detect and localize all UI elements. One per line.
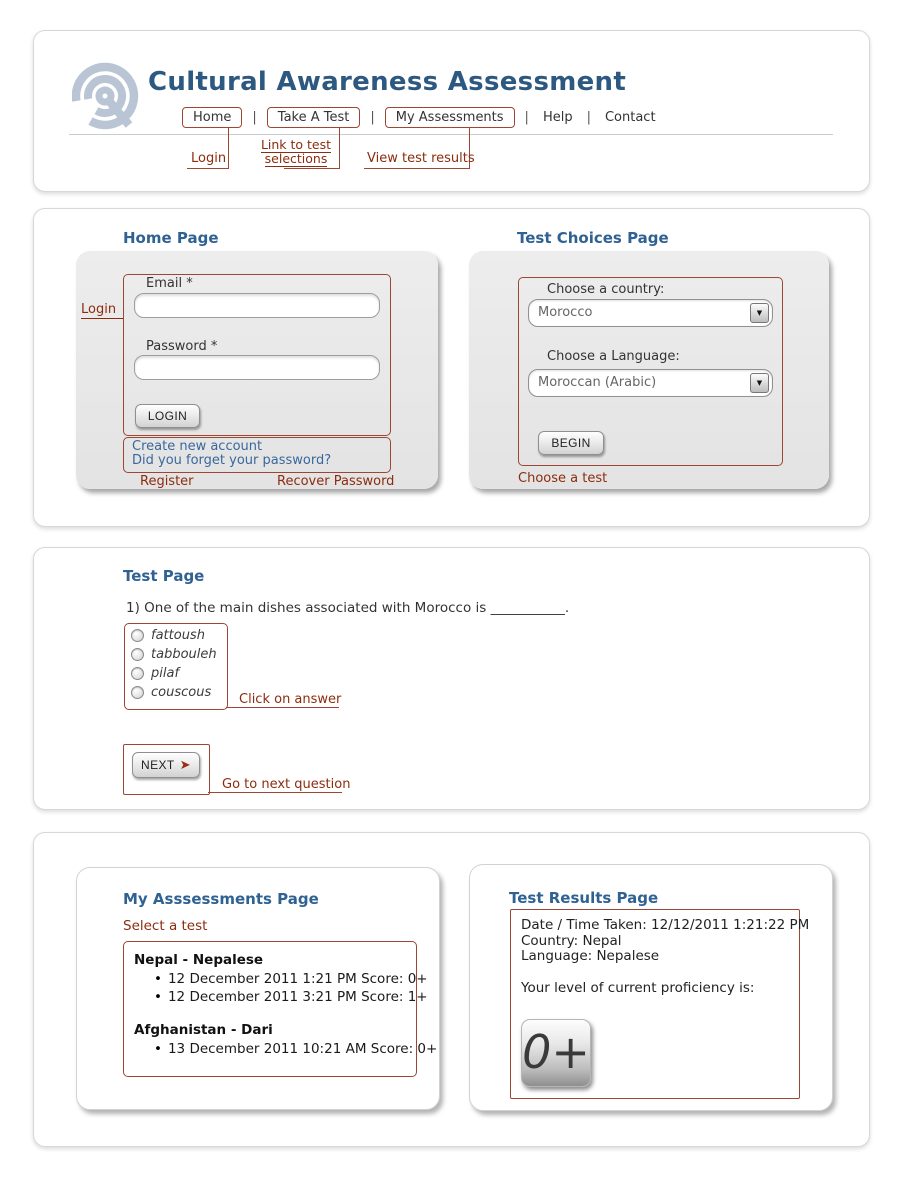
annotation-view-test-results: View test results — [367, 151, 475, 166]
nav-separator: | — [252, 110, 257, 125]
nav-item-home[interactable]: Home — [182, 107, 242, 128]
begin-button[interactable]: BEGIN — [538, 431, 604, 455]
connector-line-next-question — [208, 792, 342, 793]
annotation-login: Login — [191, 151, 227, 166]
answer-option-row[interactable] — [131, 666, 179, 681]
create-account-link[interactable]: Create new account — [132, 439, 263, 454]
test-page-panel — [33, 547, 870, 810]
annotation-go-to-next-question: Go to next question — [222, 777, 351, 792]
nav-item-contact[interactable]: Contact — [604, 110, 656, 125]
score-badge: 0+ — [521, 1019, 591, 1087]
annotation-choose-a-test: Choose a test — [518, 471, 608, 486]
test-attempt-label[interactable]: 12 December 2011 3:21 PM Score: 1+ — [167, 989, 428, 1005]
nav-separator: | — [524, 110, 529, 125]
annotation-recover-password: Recover Password — [277, 474, 395, 489]
test-group-title: Afghanistan - Dari — [134, 1022, 273, 1038]
answer-option-row[interactable] — [131, 685, 211, 700]
annotation-line2: selections — [264, 151, 328, 166]
test-attempt-item[interactable] — [154, 1041, 437, 1057]
home-page-heading: Home Page — [123, 229, 219, 247]
test-attempt-label[interactable]: 12 December 2011 1:21 PM Score: 0+ — [167, 971, 428, 987]
radio-button-icon[interactable] — [131, 629, 144, 642]
bullet-icon: • — [154, 989, 162, 1005]
test-choices-heading: Test Choices Page — [517, 229, 669, 247]
chevron-down-icon[interactable]: ▼ — [750, 303, 769, 323]
answer-option-row[interactable] — [131, 628, 205, 643]
next-button-label: NEXT — [141, 758, 175, 772]
answer-option-row[interactable] — [131, 647, 217, 662]
language-label: Choose a Language: — [547, 349, 680, 364]
bullet-icon: • — [154, 1041, 162, 1057]
result-language: Language: Nepalese — [521, 948, 660, 964]
answer-option-label[interactable]: couscous — [151, 685, 212, 700]
answer-option-label[interactable]: tabbouleh — [151, 647, 217, 662]
test-group-title: Nepal - Nepalese — [134, 952, 264, 968]
email-field[interactable] — [134, 293, 380, 318]
annotation-register: Register — [140, 474, 194, 489]
result-country: Country: Nepal — [521, 933, 622, 949]
language-select[interactable] — [528, 369, 773, 397]
result-date-time: Date / Time Taken: 12/12/2011 1:21:22 PM — [521, 917, 810, 933]
nav-item-take-a-test[interactable]: Take A Test — [267, 107, 361, 128]
annotation-login-form: Login — [81, 302, 123, 319]
annotation-link-to-test-selections — [256, 138, 336, 166]
nav-separator: | — [586, 110, 591, 125]
test-page-heading: Test Page — [123, 567, 205, 585]
password-field[interactable] — [134, 355, 380, 380]
annotation-select-a-test: Select a test — [123, 918, 208, 934]
next-arrow-icon: ➤ — [179, 757, 191, 772]
email-label: Email * — [146, 276, 193, 291]
bullet-icon: • — [154, 971, 162, 987]
mockups-panel-1 — [33, 208, 870, 527]
radio-button-icon[interactable] — [131, 686, 144, 699]
test-attempt-item[interactable] — [154, 971, 428, 987]
app-title: Cultural Awareness Assessment — [148, 67, 627, 97]
annotation-line1: Link to test — [260, 137, 332, 152]
next-button[interactable] — [132, 752, 200, 778]
forgot-password-link[interactable]: Did you forget your password? — [132, 453, 332, 468]
login-button[interactable]: LOGIN — [135, 404, 200, 428]
mockups-panel-2 — [33, 832, 870, 1147]
at-swirl-logo-icon — [72, 55, 140, 137]
radio-button-icon[interactable] — [131, 648, 144, 661]
result-proficiency-label: Your level of current proficiency is: — [521, 980, 755, 996]
password-label: Password * — [146, 339, 218, 354]
country-select[interactable] — [528, 299, 773, 327]
nav-item-help[interactable]: Help — [542, 110, 573, 125]
nav-separator: | — [370, 110, 375, 125]
connector-line-click-answer — [226, 707, 339, 708]
language-select-value: Moroccan (Arabic) — [538, 375, 657, 390]
question-text: 1) One of the main dishes associated with Morocco is ___________. — [126, 600, 570, 616]
annotation-click-on-answer: Click on answer — [239, 692, 342, 707]
header-panel — [33, 30, 870, 192]
answer-option-label[interactable]: fattoush — [151, 628, 205, 643]
test-results-heading: Test Results Page — [509, 889, 659, 907]
answer-option-label[interactable]: pilaf — [151, 666, 180, 681]
main-nav — [182, 107, 660, 128]
test-attempt-label[interactable]: 13 December 2011 10:21 AM Score: 0+ — [167, 1041, 438, 1057]
country-select-value: Morocco — [538, 305, 593, 320]
nav-item-my-assessments[interactable]: My Assessments — [385, 107, 515, 128]
chevron-down-icon[interactable]: ▼ — [750, 373, 769, 393]
my-assessments-heading: My Asssessments Page — [123, 890, 319, 908]
country-label: Choose a country: — [547, 282, 665, 297]
radio-button-icon[interactable] — [131, 667, 144, 680]
test-attempt-item[interactable] — [154, 989, 428, 1005]
